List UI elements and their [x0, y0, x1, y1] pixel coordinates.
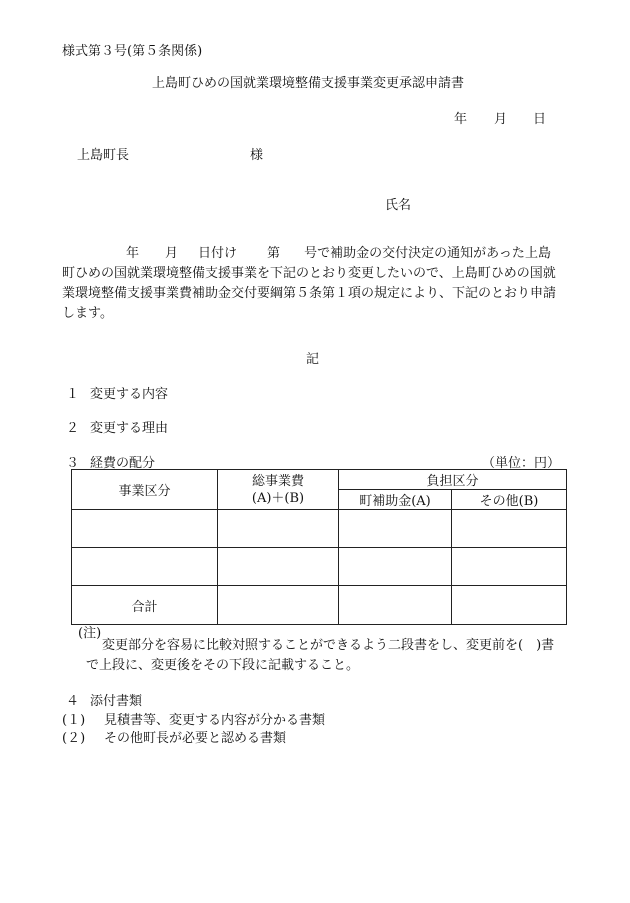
date-year-label: 年: [454, 112, 468, 127]
note-text: 変更部分を容易に比較対照することができるよう二段書をし、変更前を( )書で上段に、変更後をその下段に記載すること。: [86, 638, 555, 673]
body-month: 月: [165, 246, 179, 261]
date-month-label: 月: [494, 112, 508, 127]
form-number: 様式第３号(第５条関係): [62, 44, 203, 59]
addressee-honorific: 様: [250, 148, 264, 163]
date-day-label: 日: [533, 112, 547, 127]
body-year: 年: [126, 246, 140, 261]
table-row: [72, 510, 567, 548]
attachments-number: ４: [66, 694, 80, 709]
table-row: [72, 586, 567, 625]
request-paragraph: [62, 244, 562, 324]
table-cell[interactable]: [218, 548, 339, 586]
table-cell[interactable]: [72, 510, 218, 548]
applicant-name-label: 氏名: [385, 198, 412, 213]
unit-label: （単位：円）: [482, 456, 561, 471]
body-no-suffix: 号で補助金の交付決定の通知があった: [304, 246, 525, 261]
item2-label: 変更する理由: [90, 421, 169, 436]
body-date-suffix: 日付け: [198, 246, 238, 261]
header-other: その他(B): [452, 490, 567, 510]
table-cell[interactable]: [452, 586, 567, 625]
attachment-1-text: 見積書等、変更する内容が分かる書類: [104, 713, 326, 728]
header-total-line1: 総事業費: [251, 473, 304, 489]
table-cell[interactable]: [218, 510, 339, 548]
header-category: 事業区分: [72, 470, 218, 510]
table-cell[interactable]: [452, 510, 567, 548]
body-rest: 上島町ひめの国就業環境整備支援事業を下記のとおり変更したいので、上島町ひめの国就業環境整備支援事業費補助金交付要綱第５条第１項の規定により、下記のとおり申請します。: [62, 246, 557, 321]
item2-number: ２: [66, 421, 80, 436]
header-total-cost: [218, 470, 339, 510]
table-cell[interactable]: [218, 586, 339, 625]
addressee-name: 上島町長: [77, 148, 130, 163]
item3-number: ３: [66, 456, 80, 471]
item1-number: １: [66, 387, 80, 402]
header-total-line2: (A)＋(B): [251, 490, 305, 506]
attachment-1-number: (１): [62, 713, 86, 728]
attachment-2-text: その他町長が必要と認める書類: [104, 731, 287, 746]
attachment-2-number: (２): [62, 731, 86, 746]
note-label: (注): [78, 626, 102, 641]
table-cell[interactable]: [339, 548, 452, 586]
attachments-heading: 添付書類: [90, 694, 143, 709]
page-title: 上島町ひめの国就業環境整備支援事業変更承認申請書: [152, 76, 465, 91]
total-label: 合計: [72, 586, 218, 625]
header-burden: 負担区分: [339, 470, 567, 490]
header-town-subsidy: 町補助金(A): [339, 490, 452, 510]
ki-heading: 記: [306, 352, 320, 367]
item3-label: 経費の配分: [90, 456, 156, 471]
table-row: [72, 548, 567, 586]
table-cell[interactable]: [72, 548, 218, 586]
table-cell[interactable]: [339, 586, 452, 625]
table-cell[interactable]: [339, 510, 452, 548]
item1-label: 変更する内容: [90, 387, 169, 402]
table-cell[interactable]: [452, 548, 567, 586]
body-no-prefix: 第: [267, 246, 281, 261]
cost-allocation-table: [71, 469, 567, 625]
